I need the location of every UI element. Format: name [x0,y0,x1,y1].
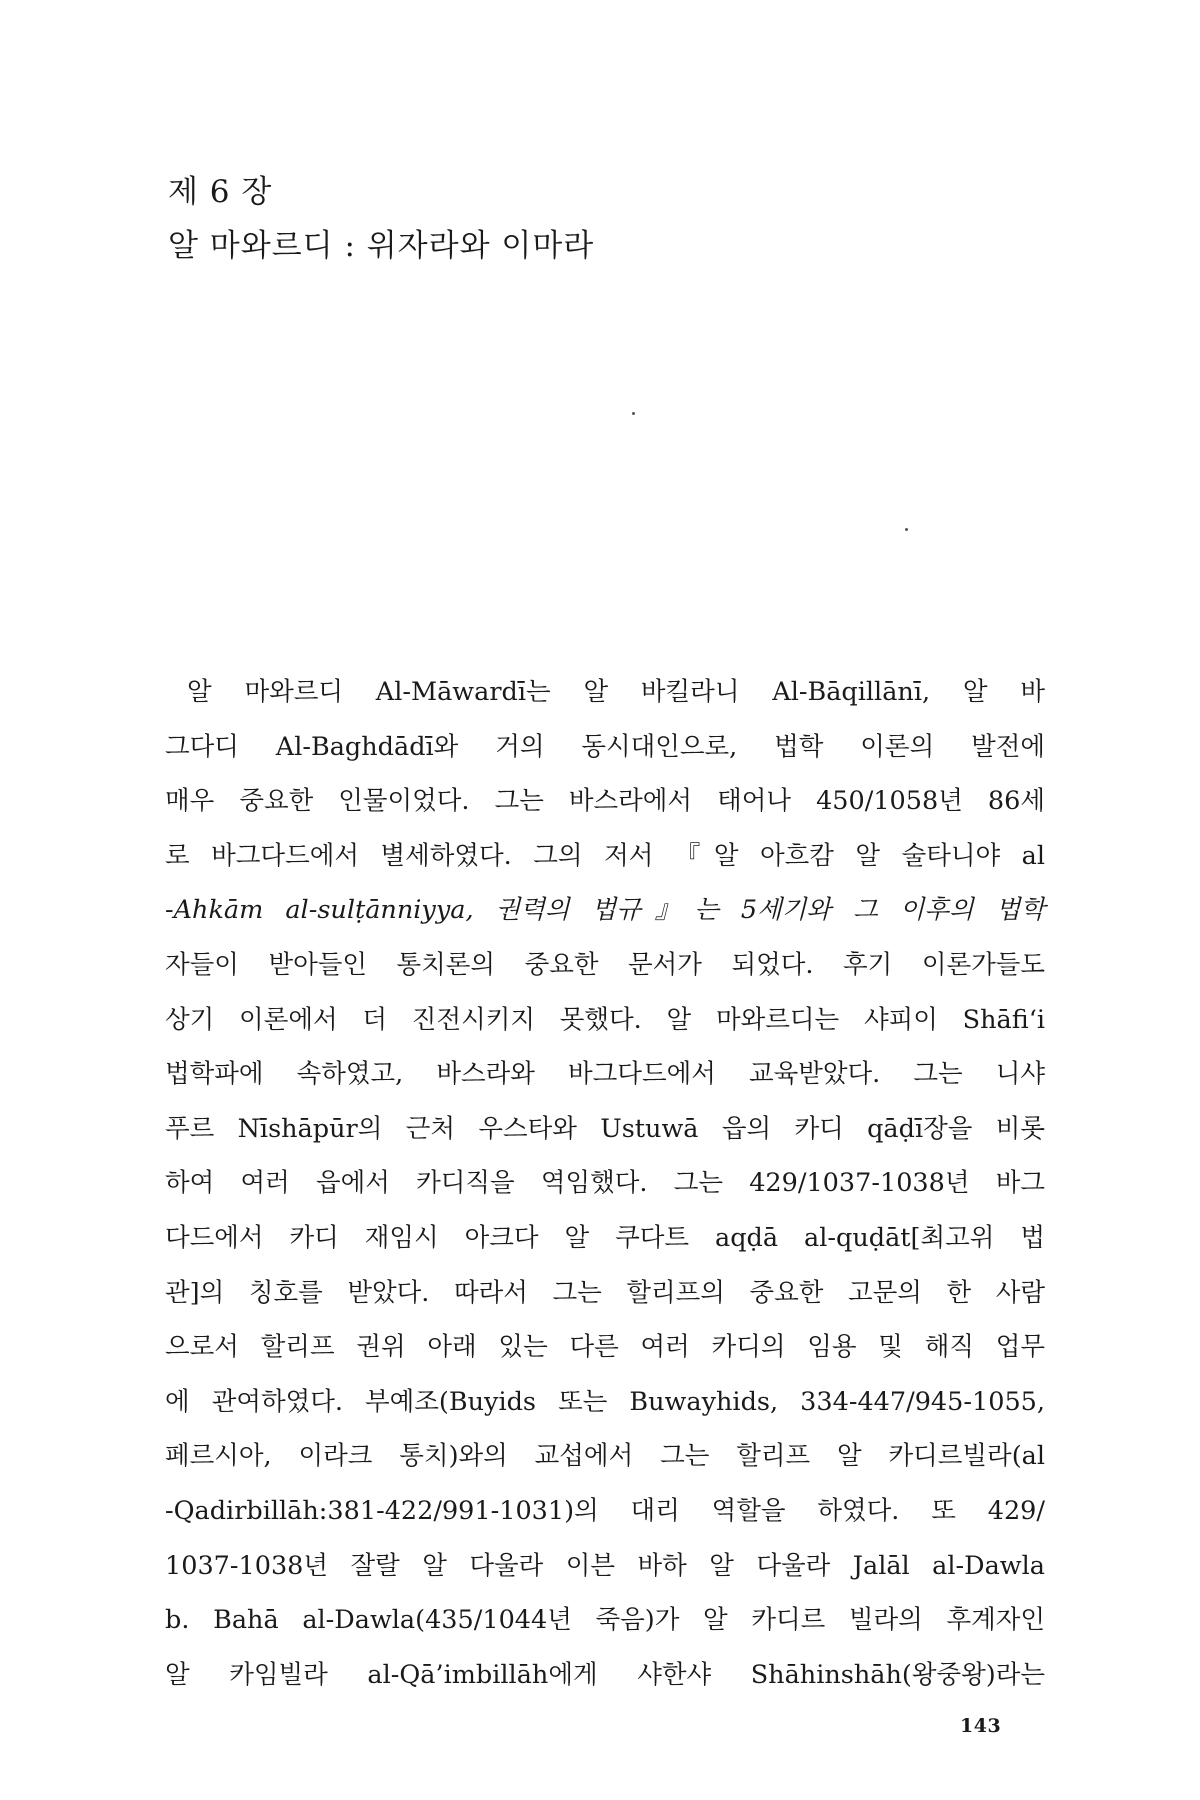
body-line: 관]의 칭호를 받았다. 따라서 그는 할리프의 중요한 고문의 한 사람 [165,1277,1045,1308]
chapter-label: 제 6 장 [168,174,273,210]
page-number: 143 [960,1715,1002,1737]
body-line: 로 바그다드에서 별세하였다. 그의 저서 『알 아흐캄 알 술타니야 al [165,840,1045,871]
body-line: 매우 중요한 인물이었다. 그는 바스라에서 태어나 450/1058년 86세 [165,786,1045,817]
body-line: 페르시아, 이라크 통치)와의 교섭에서 그는 할리프 알 카디르빌라(al [165,1441,1045,1472]
scan-speck [632,412,635,415]
body-paragraph [165,665,1045,1702]
body-line: -Qadirbillāh:381-422/991-1031)의 대리 역할을 하였다. 또 429/ [165,1495,1045,1526]
body-line: 다드에서 카디 재임시 아크다 알 쿠다트 aqḍā al-quḍāt[최고위 법 [165,1222,1045,1253]
body-line: -Ahkām al-sulṭānniyya, 권력의 법규』는 5세기와 그 이후의 법학 [165,895,1045,926]
scan-speck [905,528,908,531]
body-line: 법학파에 속하였고, 바스라와 바그다드에서 교육받았다. 그는 니샤 [165,1059,1045,1090]
body-line: 으로서 할리프 권위 아래 있는 다른 여러 카디의 임용 및 해직 업무 [165,1332,1045,1363]
body-line: 알 마와르디 Al-Māwardī는 알 바킬라니 Al-Bāqillānī, 알 바 [187,677,1045,707]
body-line: 1037-1038년 잘랄 알 다울라 이븐 바하 알 다울라 Jalāl al-Dawla [165,1550,1045,1581]
body-line: 에 관여하였다. 부예조(Buyids 또는 Buwayhids, 334-447/945-1055, [165,1386,1045,1417]
body-line: 자들이 받아들인 통치론의 중요한 문서가 되었다. 후기 이론가들도 [165,949,1045,980]
body-line: 상기 이론에서 더 진전시키지 못했다. 알 마와르디는 샤피이 Shāfi‘i [165,1004,1045,1035]
body-line: 알 카임빌라 al-Qā’imbillāh에게 샤한샤 Shāhinshāh(왕중왕)라는 [165,1659,1045,1690]
chapter-title: 알 마와르디 : 위자라와 이마라 [168,228,595,264]
body-line: 그다디 Al-Baghdādī와 거의 동시대인으로, 법학 이론의 발전에 [165,731,1045,762]
body-line: b. Bahā al-Dawla(435/1044년 죽음)가 알 카디르 빌라의 후계자인 [165,1605,1045,1636]
body-line: 하여 여러 읍에서 카디직을 역임했다. 그는 429/1037-1038년 바그 [165,1168,1045,1199]
body-line: 푸르 Nīshāpūr의 근처 우스타와 Ustuwā 읍의 카디 qāḍī장을 비롯 [165,1113,1045,1144]
